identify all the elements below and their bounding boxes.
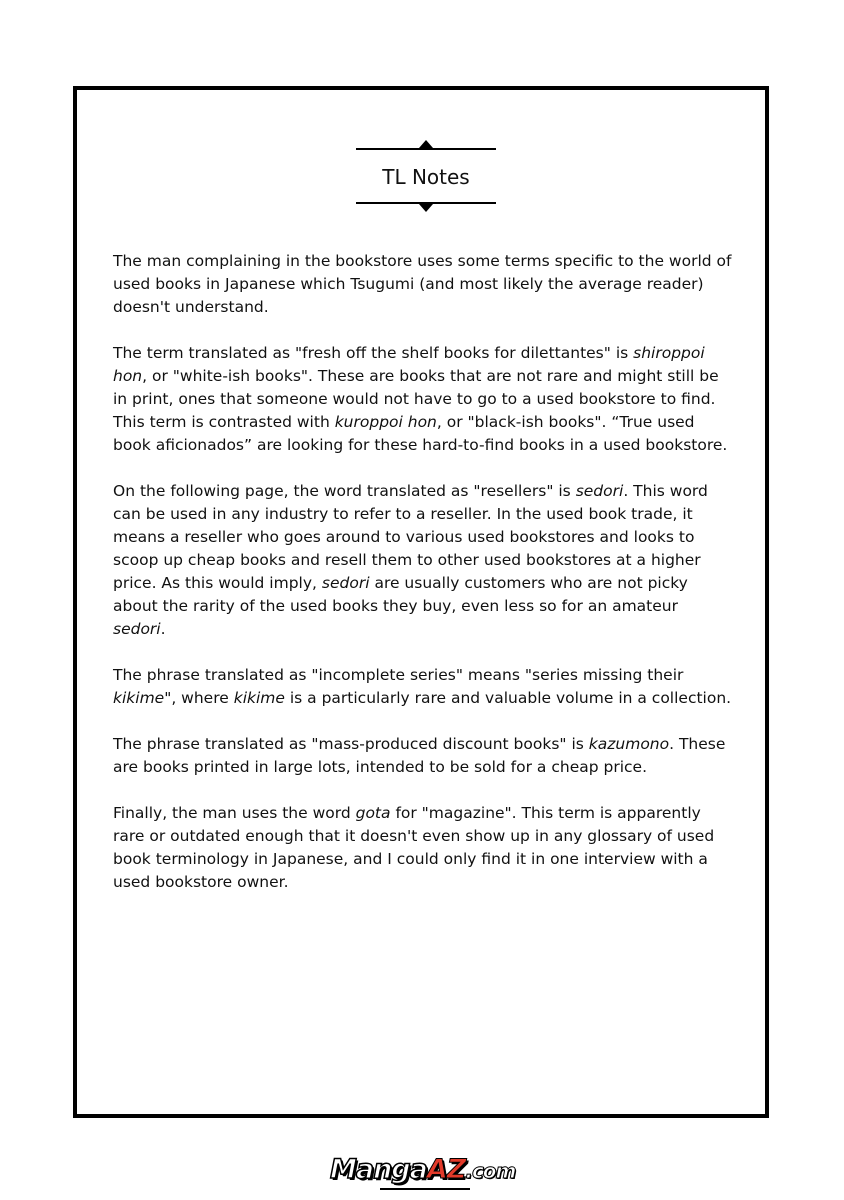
italic-term: kikime <box>233 689 285 707</box>
notes-body <box>113 250 733 917</box>
text-run: ", where <box>164 689 234 707</box>
title-rule-top <box>356 148 496 150</box>
note-paragraph <box>113 342 733 457</box>
italic-term: gota <box>355 804 391 822</box>
text-run: , or "white-ish books". These are books that are not rare and might still be in print, ones that someone would not have to go to a used bookstore to find. This term is contrasted with <box>113 367 719 431</box>
logo-part-manga: Manga <box>330 1154 427 1185</box>
text-run: . <box>160 620 166 638</box>
text-run: , or "black-ish books". “True used book aficionados” are looking for these hard-to-find books in a used bookstore. <box>113 413 728 454</box>
italic-term: sedori <box>321 574 370 592</box>
mangaaz-logo <box>330 1150 520 1190</box>
logo-part-az: AZ <box>426 1154 466 1185</box>
text-run: On the following page, the word translated as "resellers" is <box>113 482 576 500</box>
note-paragraph <box>113 480 733 641</box>
title-block <box>356 140 496 210</box>
logo-part-com: .com <box>465 1159 516 1183</box>
logo-underline <box>380 1188 470 1190</box>
note-paragraph <box>113 250 733 319</box>
text-run: Finally, the man uses the word <box>113 804 356 822</box>
text-run: The phrase translated as "incomplete series" means "series missing their <box>113 666 684 684</box>
italic-term: shiroppoi hon <box>113 344 705 385</box>
text-run: are usually customers who are not picky about the rarity of the used books they buy, even less so for an amateur <box>113 574 688 615</box>
italic-term: kuroppoi hon <box>334 413 437 431</box>
page-title: TL Notes <box>382 165 470 189</box>
triangle-up-icon <box>419 140 433 148</box>
triangle-down-icon <box>419 204 433 212</box>
italic-term: kikime <box>113 689 165 707</box>
text-run: The man complaining in the bookstore uses some terms specific to the world of used books in Japanese which Tsugumi (and most likely the average reader) doesn't understand. <box>113 252 732 316</box>
text-run: for "magazine". This term is apparently rare or outdated enough that it doesn't even show up in any glossary of used book terminology in Japanese, and I could only find it in one interview with a used bookstore owner. <box>113 804 715 891</box>
text-run: . This word can be used in any industry to refer to a reseller. In the used book trade, it means a reseller who goes around to various used bookstores and looks to scoop up cheap books and resell them to other used bookstores at a higher price. As this would imply, <box>113 482 708 592</box>
note-paragraph <box>113 664 733 710</box>
text-run: is a particularly rare and valuable volume in a collection. <box>284 689 732 707</box>
text-run: The term translated as "fresh off the shelf books for dilettantes" is <box>113 344 634 362</box>
italic-term: sedori <box>113 620 161 638</box>
italic-term: kazumono <box>588 735 670 753</box>
italic-term: sedori <box>575 482 624 500</box>
note-paragraph <box>113 733 733 779</box>
text-run: The phrase translated as "mass-produced discount books" is <box>113 735 589 753</box>
note-paragraph <box>113 802 733 894</box>
text-run: . These are books printed in large lots, intended to be sold for a cheap price. <box>113 735 726 776</box>
page-frame <box>73 86 769 1118</box>
